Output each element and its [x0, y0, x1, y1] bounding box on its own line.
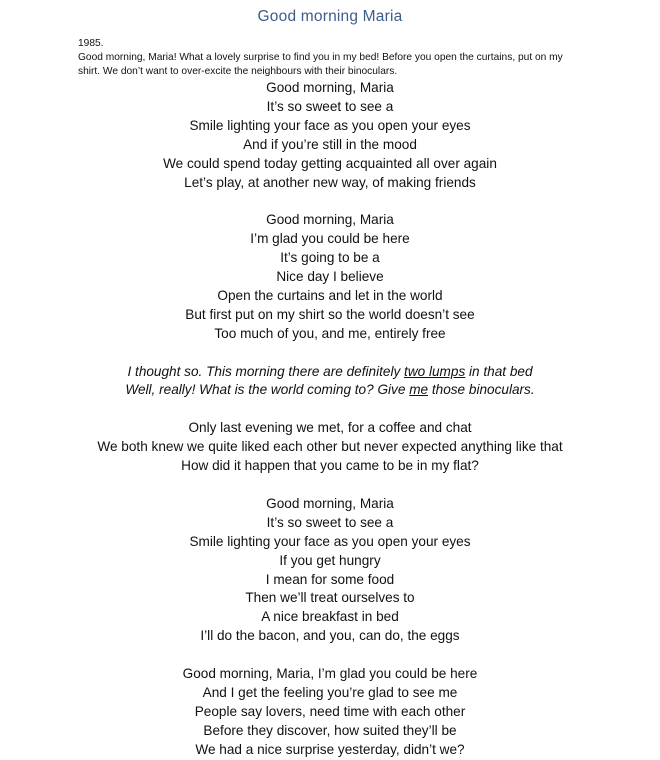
lyric-line: Let’s play, at another new way, of making friends: [184, 174, 476, 190]
lyric-line: Before they discover, how suited they’ll be: [203, 722, 457, 738]
lyric-line: Then we’ll treat ourselves to: [245, 590, 415, 606]
lyric-line: It’s so sweet to see a: [266, 98, 394, 114]
verse-1: [78, 79, 582, 192]
lyric-line: People say lovers, need time with each other: [194, 703, 466, 719]
lyric-line: We both knew we quite liked each other but never expected anything like that: [97, 439, 563, 455]
year-line: 1985.: [78, 38, 104, 49]
lyric-line: Nice day I believe: [276, 269, 384, 285]
spoken-interlude: [78, 363, 582, 401]
lyric-line: But first put on my shirt so the world doesn’t see: [185, 306, 475, 322]
stanza-gap: [78, 192, 582, 211]
lyric-line: Good morning, Maria: [266, 495, 394, 511]
lyric-line: We could spend today getting acquainted all over again: [163, 155, 497, 171]
lyric-line: Too much of you, and me, entirely free: [214, 325, 446, 341]
lyric-line: Good morning, Maria: [266, 80, 394, 95]
verse-2: [78, 211, 582, 343]
spoken-text: those binoculars.: [428, 382, 535, 398]
lyric-line: Good morning, Maria, I’m glad you could be here: [182, 666, 478, 682]
spoken-text: I thought so. This morning there are definitely: [127, 363, 405, 379]
stanza-gap: [78, 400, 582, 419]
lyric-line: A nice breakfast in bed: [261, 609, 399, 625]
lyric-line: How did it happen that you came to be in my flat?: [181, 458, 479, 474]
verse-4: [78, 495, 582, 646]
lyric-line: It’s going to be a: [280, 250, 380, 266]
lyric-line: I’ll do the bacon, and you, can do, the eggs: [200, 628, 460, 644]
lyric-line: Open the curtains and let in the world: [217, 287, 443, 303]
verse-3: [78, 419, 582, 476]
lyric-line: We had a nice surprise yesterday, didn’t we?: [195, 741, 465, 757]
spoken-intro: Good morning, Maria! What a lovely surprise to find you in my bed! Before you open the curtains, put on my shirt. We don’t want to over-excite the neighbours with their binoculars.: [78, 52, 563, 77]
lyric-line: And I get the feeling you’re glad to see me: [202, 684, 458, 700]
lyric-line: I mean for some food: [265, 571, 395, 587]
spoken-line-1: [78, 363, 582, 382]
lyric-line: Only last evening we met, for a coffee and chat: [188, 420, 472, 436]
stanza-gap: [78, 476, 582, 495]
stanza-gap: [78, 646, 582, 665]
lyric-line: If you get hungry: [279, 552, 381, 568]
spoken-line-2: [78, 381, 582, 400]
lyric-line: I’m glad you could be here: [250, 231, 410, 247]
lyric-line: And if you’re still in the mood: [243, 136, 417, 152]
song-title: Good morning Maria: [257, 8, 403, 25]
stanza-gap: [78, 344, 582, 363]
lyric-line: It’s so sweet to see a: [266, 514, 394, 530]
underlined-text: me: [409, 382, 429, 398]
lyric-line: Smile lighting your face as you open your eyes: [189, 117, 471, 133]
verse-5: [78, 665, 582, 760]
spoken-text: in that bed: [465, 363, 533, 379]
lyric-line: Smile lighting your face as you open your eyes: [189, 533, 471, 549]
spoken-text: Well, really! What is the world coming to? Give: [125, 382, 410, 398]
lyric-line: Good morning, Maria: [266, 212, 394, 228]
underlined-text: two lumps: [404, 363, 466, 379]
